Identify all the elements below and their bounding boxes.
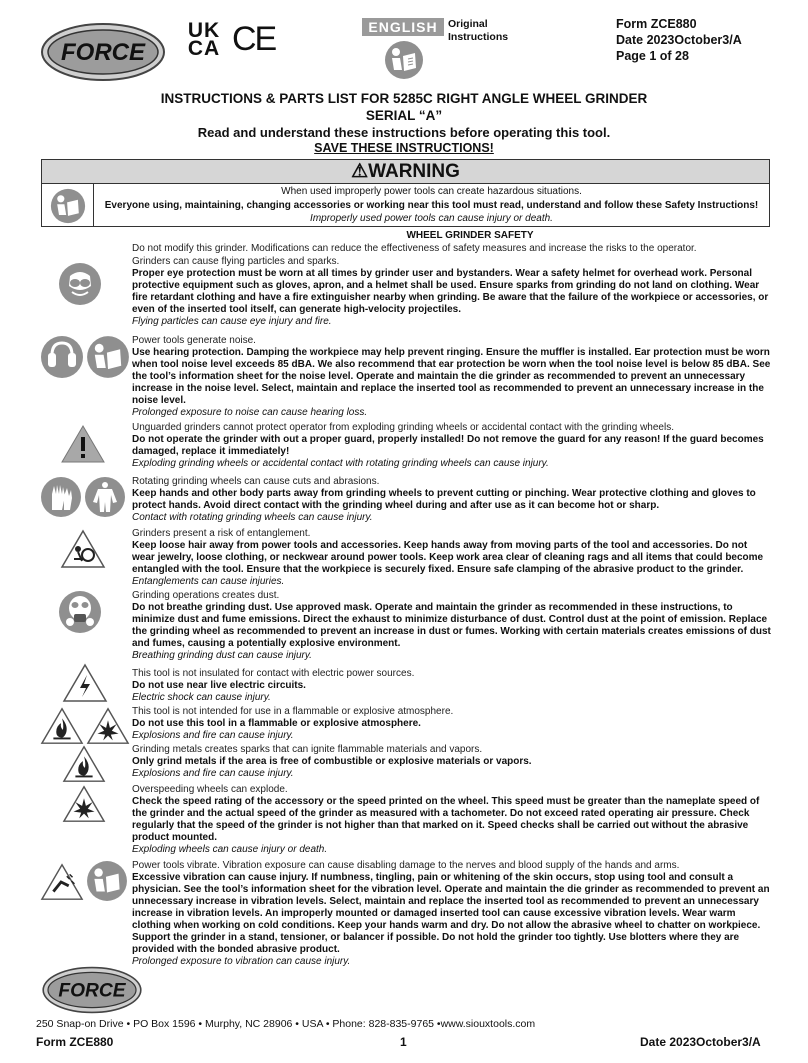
form-number: Form ZCE880: [616, 17, 697, 31]
company-address: 250 Snap-on Drive • PO Box 1596 • Murphy, NC 28906 • USA • Phone: 828-835-9765 •www.siouxtools.com: [36, 1018, 536, 1030]
safety-section-sparks: Grinding metals creates sparks that can ignite flammable materials and vapors. Only grind metals if the area is free of combustible or explosive materials or vapors. Explosions and fire can cause injury.: [132, 744, 532, 779]
certification-marks: [186, 20, 275, 59]
explosion-icon: [62, 784, 106, 824]
caution-icon: [60, 424, 106, 464]
gloves-icon: [40, 476, 82, 518]
explosion-icon: [86, 706, 130, 746]
safety-section-entanglement: Grinders present a risk of entanglement. Keep loose hair away from power tools and accessories. Keep hands away from moving parts of the tool and accessories. Do not wear jewelry, loose clothing, or neckwear around power tools. Keep work area clear of cleaning rags and all items that could become entangled with the tool. Ensure that the workpiece is securely fixed. Ensure safe clamping of the abrasive product to the grinder. Entanglements can cause injuries.: [132, 528, 764, 587]
safety-section-dust: Grinding operations creates dust. Do not breathe grinding dust. Use approved mask. Operate and maintain the grinder as recommended in these instructions, to minimize dust and fume emissions. Direct the exhaust to minimize disturbance of dust. Control dust at the point of emission. Replace the grinding wheel as recommended to prevent an increase in dust or fumes. Working with certain materials creates emissions of dust and fumes, causing a potentially explosive environment. Breathing grinding dust can cause injury.: [132, 590, 771, 661]
flammable-icon: [62, 744, 106, 784]
read-manual-icon: [384, 40, 424, 80]
document-title: INSTRUCTIONS & PARTS LIST FOR 5285C RIGHT ANGLE WHEEL GRINDER: [160, 91, 648, 106]
warning-line-2: Everyone using, maintaining, changing accessories or working near this tool must read, understand and follow these Safety Instructions!: [104, 199, 759, 211]
respirator-icon: [58, 590, 102, 634]
save-notice: SAVE THESE INSTRUCTIONS!: [314, 141, 494, 155]
footer-page-number: 1: [400, 1035, 407, 1049]
read-manual-icon: [50, 188, 86, 224]
ukca-mark: UK CA: [187, 18, 221, 60]
section-heading: WHEEL GRINDER SAFETY: [406, 230, 534, 241]
warning-box: [41, 159, 770, 227]
ce-mark: CE: [232, 20, 276, 58]
safety-section-vibration: Power tools vibrate. Vibration exposure can cause disabling damage to the nerves and blood supply of the hands and arms. Excessive vibration can cause injury. If numbness, tingling, pain or whitening of the skin occurs, stop using tool and consult a physician. See the tool’s information sheet for the vibration level. Operate and maintain the die grinder as recommended to prevent an unnecessary increase in vibration levels. Select, maintain and replace the inserted tool as recommended to prevent an unnecessary increase in vibration levels. An improperly mounted or damaged inserted tool can cause excessive vibration levels. Wear warm clothing when working on cold conditions. Keep your hands warm and dry. Do not allow the abrasive wheel to chatter on workpiece. Support the grinder in a stand, tensioner, or balancer if possible. Do not hold the grinder too tightly. Use blotters where they are provided with the bonded abrasive product. Prolonged exposure to vibration can cause injury.: [132, 860, 770, 967]
warning-line-1: When used improperly power tools can create hazardous situations.: [281, 186, 582, 197]
warning-icon-cell: [42, 184, 94, 227]
intro-text: Do not modify this grinder. Modifications can reduce the effectiveness of safety measures and increase the risks to the operator.: [132, 243, 697, 254]
eye-protection-icon: [58, 262, 102, 306]
force-logo: [40, 966, 144, 1014]
footer-form-number: Form ZCE880: [36, 1035, 114, 1049]
read-manual-icon: [86, 335, 130, 379]
hearing-protection-icon: [40, 335, 84, 379]
warning-heading: ⚠WARNING: [42, 160, 769, 184]
safety-section-guard: Unguarded grinders cannot protect operator from exploding grinding wheels or accidental contact with the grinding wheels. Do not operate the grinder with out a proper guard, properly installed! Do not remove the guard for any reason! If the guard becomes damaged, replace it immediately! Exploding grinding wheels or accidental contact with rotating grinding wheels can cause injury.: [132, 422, 764, 469]
protective-clothing-icon: [84, 476, 126, 518]
form-info: [616, 16, 742, 64]
electric-shock-icon: [62, 663, 108, 703]
safety-section-noise: Power tools generate noise. Use hearing protection. Damping the workpiece may help prevent ringing. Ensure the muffler is installed. Ear protection must be worn when tool noise level exceeds 85 dBA. We also recommend that ear protection be worn when the tool noise level is below 85 dBA. See the tool’s information sheet for the noise level. Operate and maintain the die grinder as recommended to prevent an unnecessary increase in the noise level. Select, maintain and replace the inserted tool as recommended to prevent an unnecessary increase in the noise level. Prolonged exposure to noise can cause hearing loss.: [132, 335, 771, 418]
warning-line-3: Improperly used power tools can cause injury or death.: [310, 213, 553, 224]
form-date: Date 2023October3/A: [616, 33, 742, 47]
original-instructions-label: Original Instructions: [448, 18, 509, 43]
serial-title: SERIAL “A”: [365, 108, 443, 123]
vibration-icon: [40, 862, 84, 902]
logo-text: FORCE: [61, 39, 145, 66]
safety-section-overspeed: Overspeeding wheels can explode. Check the speed rating of the accessory or the speed printed on the wheel. This speed must be greater than the nameplate speed of the grinder and the actual speed of the grinder as measured with a tachometer. Do not exceed rated operating air pressure. Check regularly that the speed of the grinder is not higher than that marked on it. Speed checks shall be carried out without the abrasive product mounted. Exploding wheels can cause injury or death.: [132, 784, 760, 855]
warning-text: [94, 185, 769, 226]
logo-text: FORCE: [58, 980, 126, 1002]
language-badge: ENGLISH: [362, 18, 444, 36]
warning-triangle-icon: ⚠: [351, 161, 369, 182]
footer-date: Date 2023October3/A: [640, 1035, 761, 1049]
safety-section-cuts: Rotating grinding wheels can cause cuts and abrasions. Keep hands and other body parts away from grinding wheels to prevent cutting or pinching. Wear protective clothing and gloves to protect hands. Avoid direct contact with the grinding wheel during and after use as it can become hot or sharp. Contact with rotating grinding wheels can cause injury.: [132, 476, 756, 523]
safety-section-flying-particles: Grinders can cause flying particles and sparks. Proper eye protection must be worn at all times by grinder user and bystanders. Wear a safety helmet for overhead work. Personal protective equipment such as gloves, apron, and a helmet shall be used. Ensure sparks from grinding do not land on clothing. Wear fire retardant clothing and have a fire extinguisher nearby when grinding. Be aware that the failure of the workpiece or accessories, or even of the inserted tool itself, can generate high-velocity projectiles. Flying particles can cause eye injury and fire.: [132, 256, 769, 327]
read-notice: Read and understand these instructions before operating this tool.: [197, 125, 611, 140]
entanglement-icon: [60, 529, 106, 569]
read-manual-icon: [86, 860, 128, 902]
safety-section-electric: This tool is not insulated for contact with electric power sources. Do not use near live electric circuits. Electric shock can cause injury.: [132, 668, 415, 703]
flammable-icon: [40, 706, 84, 746]
force-logo: [40, 22, 166, 82]
page-count: Page 1 of 28: [616, 49, 689, 63]
safety-section-flammable-atmosphere: This tool is not intended for use in a flammable or explosive atmosphere. Do not use this tool in a flammable or explosive atmosphere. Explosions and fire can cause injury.: [132, 706, 454, 741]
